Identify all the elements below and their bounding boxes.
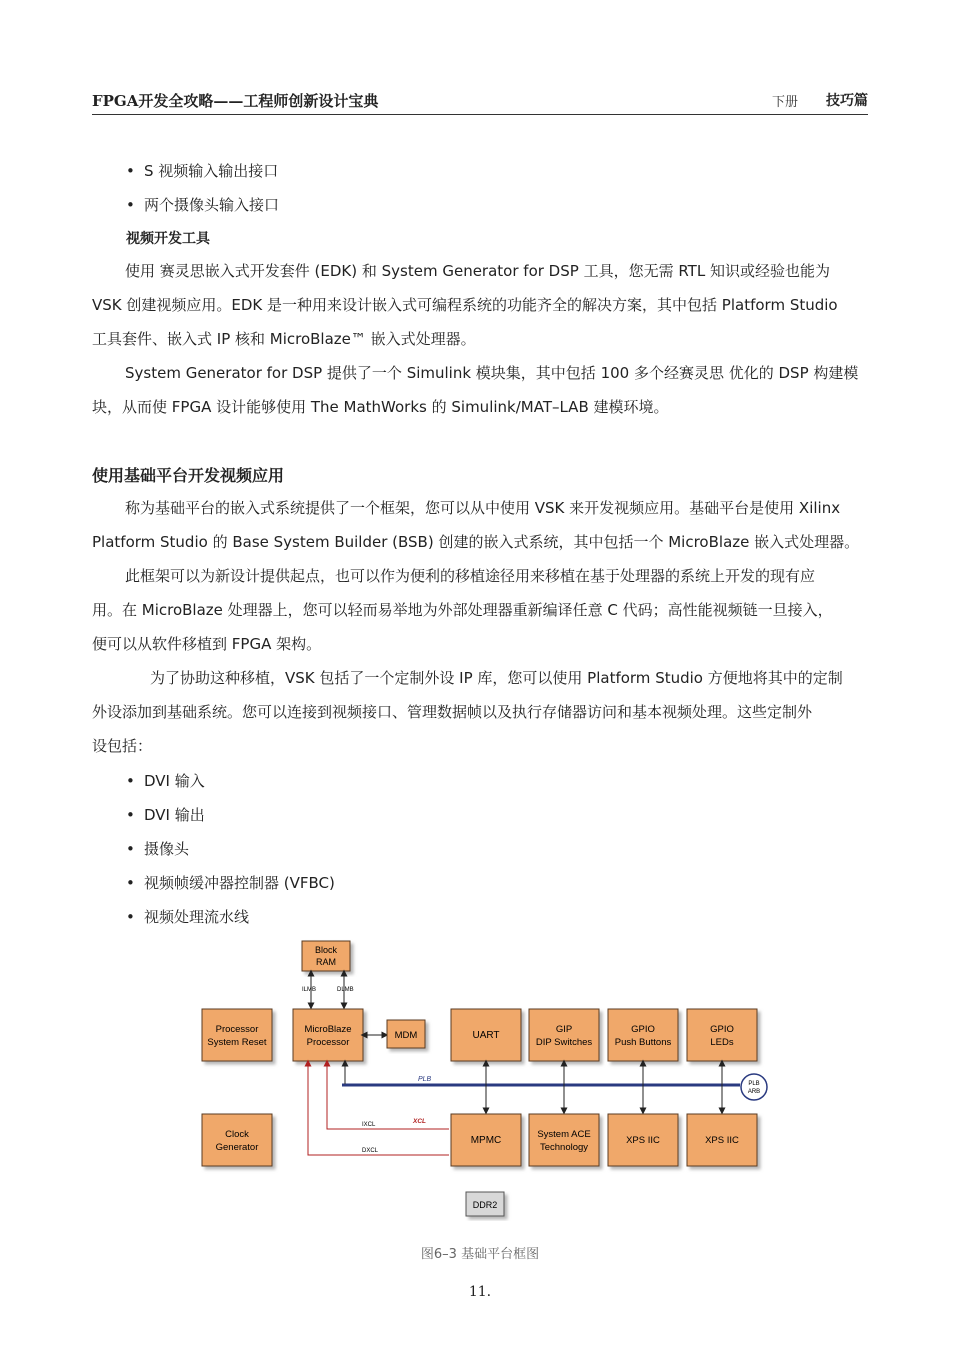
svg-text:XPS IIC: XPS IIC [626,1135,660,1146]
svg-text:GPIO: GPIO [710,1024,734,1035]
svg-text:Generator: Generator [215,1142,259,1153]
svg-text:UART: UART [472,1030,500,1041]
svg-text:MDM: MDM [394,1030,418,1041]
svg-text:Processor: Processor [215,1024,259,1035]
svg-text:XPS IIC: XPS IIC [705,1135,739,1146]
paragraph-sysgen: System Generator for DSP 提供了一个 Simulink 模块集，其中包括 100 多个经赛灵思 优化的 DSP 构建模 块，从而使 FPGA 设计能够使用 The MathWorks 的 Simulink/MAT–LAB 建模环境。 [92,364,859,416]
svg-text:System ACE: System ACE [537,1129,591,1140]
clock-generator-block [202,1114,272,1166]
processor-reset-block [202,1009,272,1061]
microblaze-block [293,1009,363,1061]
mpmc-block [451,1114,521,1166]
bullet-item: • DVI 输出 [126,806,205,824]
bullet-item: • 视频帧缓冲器控制器 (VFBC) [126,874,335,892]
xps-iic-block-1 [608,1114,678,1166]
svg-text:MicroBlaze: MicroBlaze [304,1024,352,1035]
ilmb-label: ILMB [302,987,317,993]
ddr2-block [466,1192,504,1216]
gip-dip-switches-block [529,1009,599,1061]
book-title: FPGA开发全攻略——工程师创新设计宝典 [92,92,379,110]
svg-text:DDR2: DDR2 [472,1200,498,1210]
svg-text:Block: Block [314,945,338,955]
bullet-item: • S 视频输入输出接口 [126,162,279,180]
mdm-block [387,1020,425,1048]
svg-text:PLB: PLB [748,1081,760,1087]
gpio-push-buttons-block [608,1009,678,1061]
bullet-item: • 视频处理流水线 [126,908,250,926]
dxcl-label: DXCL [362,1148,379,1154]
paragraph-base-platform: 称为基础平台的嵌入式系统提供了一个框架，您可以从中使用 VSK 来开发视频应用。基础平台是使用 Xilinx Platform Studio 的 Base System Builder (BSB) 创建的嵌入式系统，其中包括一个 MicroBlaze 嵌入式处理器。 [92,499,860,551]
bullet-item: • 两个摄像头输入接口 [126,196,280,214]
plb-label: PLB [418,1076,432,1083]
figure-caption: 图6–3 基础平台框图 [420,1247,540,1262]
dlmb-label: DLMB [337,987,354,993]
svg-text:System Reset: System Reset [207,1037,267,1048]
svg-text:GIP: GIP [555,1024,573,1035]
paragraph-ip-library: 为了协助这种移植，VSK 包括了一个定制外设 IP 库，您可以使用 Platform Studio 方便地将其中的定制 外设添加到基础系统。您可以连接到视频接口、管理数据帧以及执行存储器访问和基本视频处理。这些定制外 设包括： [92,669,843,755]
svg-text:GPIO: GPIO [631,1024,655,1035]
ixcl-label: IXCL [362,1122,376,1128]
gpio-leds-block [687,1009,757,1061]
svg-text:Processor: Processor [306,1037,350,1048]
svg-text:LEDs: LEDs [710,1037,734,1048]
xps-iic-block-2 [687,1114,757,1166]
subheading-video-tools: 视频开发工具 [126,231,210,247]
svg-text:ARB: ARB [747,1089,761,1095]
uart-block [451,1009,521,1061]
part-label: 技巧篇 [826,93,868,109]
svg-text:DIP Switches: DIP Switches [535,1037,593,1048]
svg-text:RAM: RAM [316,957,336,967]
bullet-item: • 摄像头 [126,840,190,858]
svg-text:Clock: Clock [225,1129,249,1140]
section-title: 使用基础平台开发视频应用 [92,466,285,485]
plb-arb [741,1074,767,1100]
paragraph-framework: 此框架可以为新设计提供起点，也可以作为便利的移植途径用来移植在基于处理器的系统上开发的现有应 用。在 MicroBlaze 处理器上，您可以轻而易举地为外部处理器重新编译任意 C 代码；高性能视频链一旦接入， 便可以从软件移植到 FPGA 架构。 [92,567,833,653]
svg-text:Technology: Technology [539,1142,589,1153]
xcl-label: XCL [413,1118,426,1125]
block-ram-block [302,941,350,971]
paragraph-edk: 使用 赛灵思嵌入式开发套件 (EDK) 和 System Generator for DSP 工具，您无需 RTL 知识或经验也能为 VSK 创建视频应用。EDK 是一种用来设计嵌入式可编程系统的功能齐全的解决方案，其中包括 Platform Studio 工具套件、嵌入式 IP 核和 MicroBlaze™ 嵌入式处理器。 [92,262,838,348]
volume-label: 下册 [771,95,798,110]
system-ace-block [529,1114,599,1166]
bullet-item: • DVI 输入 [126,772,205,790]
page-number: 11. [468,1284,492,1300]
svg-text:MPMC: MPMC [470,1135,502,1146]
svg-text:Push Buttons: Push Buttons [614,1037,672,1048]
